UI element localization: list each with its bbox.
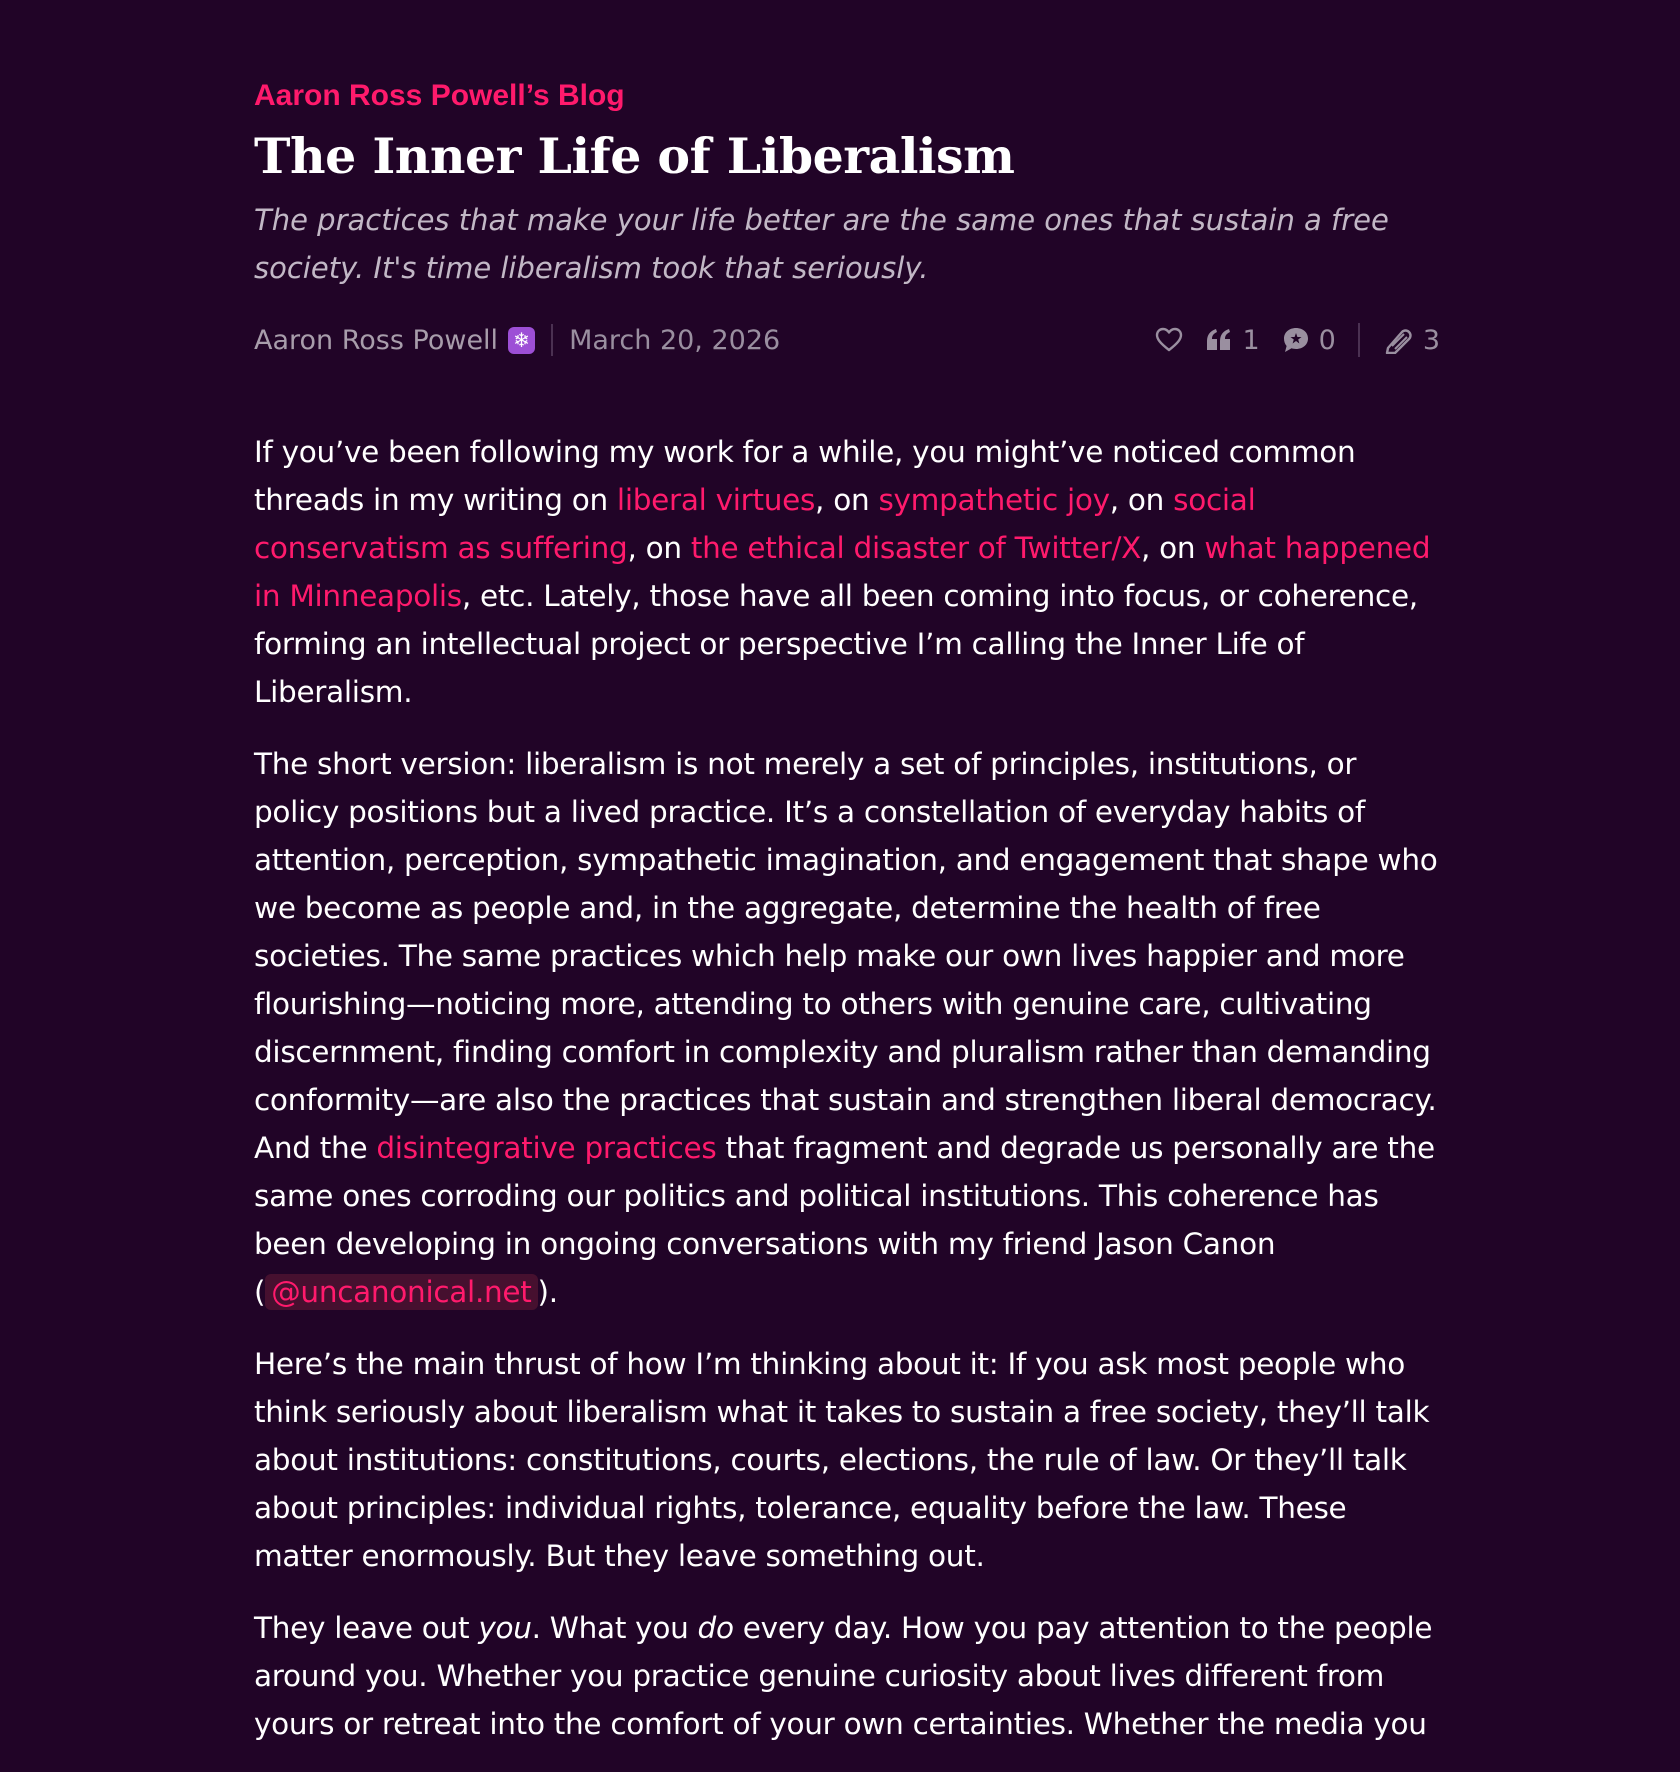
text: ). (537, 1275, 558, 1309)
text: , on (815, 483, 879, 517)
paragraph-2 (254, 740, 1440, 1316)
post-date: March 20, 2026 (569, 324, 781, 356)
text: that fragment and degrade us personally are the same ones corroding our politics and political institutions. This coherence has been developing in ongoing conversations with my friend Jason Canon ( (254, 1131, 1435, 1309)
link-minneapolis[interactable]: what happened in Minneapolis (254, 531, 1431, 613)
quote-icon (1205, 328, 1233, 352)
text: , on (627, 531, 691, 565)
post-meta (254, 320, 1440, 360)
text: , on (1141, 531, 1205, 565)
heart-icon (1155, 327, 1183, 353)
text: They leave out (254, 1611, 479, 1645)
repost-icon (1384, 326, 1414, 354)
article-body (254, 428, 1440, 1748)
text: every day. How you pay attention to the people around you. Whether you practice genuine curiosity about lives different from yours or retreat into the comfort of your own certainties. Whether the media you (254, 1611, 1433, 1741)
post-container (254, 74, 1440, 1772)
emphasis: do (697, 1611, 734, 1645)
meta-actions-divider (1358, 323, 1360, 357)
meta-divider (551, 324, 553, 356)
link-liberal-virtues[interactable]: liberal virtues (616, 483, 816, 517)
bluesky-badge-icon: ❄ (508, 327, 535, 354)
blog-name-link[interactable]: Aaron Ross Powell’s Blog (254, 79, 625, 112)
link-sympathetic-joy[interactable]: sympathetic joy (878, 483, 1110, 517)
comment-icon (1282, 326, 1310, 354)
text: The short version: liberalism is not merely a set of principles, institutions, or policy positions but a lived practice. It’s a constellation of everyday habits of attention, perception, sympathetic imagination, and engagement that shape who we become as people and, in the aggregate, determine the health of free societies. The same practices which help make our own lives happier and more flourishing—noticing more, attending to others with genuine care, cultivating discernment, finding comfort in complexity and pluralism rather than demanding conformity—are also the practices that sustain and strengthen liberal democracy. And the (254, 747, 1438, 1165)
meta-left (254, 324, 780, 356)
link-twitter-disaster[interactable]: the ethical disaster of Twitter/X (690, 531, 1142, 565)
meta-actions (1133, 323, 1440, 357)
paragraph-1 (254, 428, 1440, 716)
quote-button[interactable] (1205, 325, 1259, 356)
repost-count: 3 (1422, 324, 1440, 356)
text: If you’ve been following my work for a while, you might’ve noticed common threads in my writing on (254, 435, 1356, 517)
comment-button[interactable] (1282, 325, 1336, 356)
text: Here’s the main thrust of how I’m thinking about it: If you ask most people who think seriously about liberalism what it takes to sustain a free society, they’ll talk about institutions: constitutions, courts, elections, the rule of law. Or they’ll talk about principles: individual rights, tolerance, equality before the law. These matter enormously. But they leave something out. (254, 1347, 1430, 1573)
post-title: The Inner Life of Liberalism (254, 127, 1015, 185)
mention-uncanonical[interactable]: @uncanonical.net (265, 1274, 537, 1310)
comment-count: 0 (1318, 324, 1336, 356)
like-button[interactable] (1155, 327, 1183, 353)
paragraph-3 (254, 1340, 1440, 1580)
text: , etc. Lately, those have all been coming into focus, or coherence, forming an intellectual project or perspective I’m calling the Inner Life of Liberalism. (254, 579, 1418, 709)
text: , on (1109, 483, 1174, 517)
paragraph-4 (254, 1604, 1440, 1748)
repost-button[interactable] (1384, 325, 1440, 356)
emphasis: you (478, 1611, 532, 1645)
link-disintegrative-practices[interactable]: disintegrative practices (376, 1131, 717, 1165)
text: . What you (531, 1611, 698, 1645)
author-link[interactable]: Aaron Ross Powell (254, 324, 499, 356)
link-social-conservatism[interactable]: social conservatism as suffering (254, 483, 1256, 565)
post-subtitle: The practices that make your life better are the same ones that sustain a free society. It's time liberalism took that seriously. (254, 203, 1389, 285)
quote-count: 1 (1242, 324, 1260, 356)
